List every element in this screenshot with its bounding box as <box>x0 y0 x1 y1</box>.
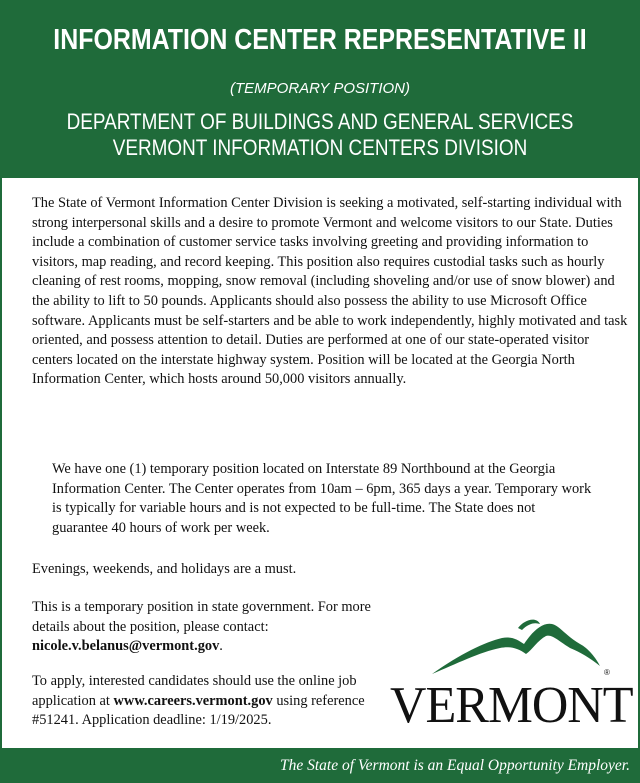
posting-body <box>32 194 628 729</box>
contact-paragraph <box>32 598 392 657</box>
apply-text-before: To apply, interested candidates should use the online job application at <box>32 673 357 709</box>
contact-text: This is a temporary position in state government. For more details about the position, please contact: <box>32 599 371 635</box>
vermont-wordmark: VERMONT <box>390 677 633 734</box>
equal-opportunity-statement: The State of Vermont is an Equal Opportunity Employer. <box>279 757 630 774</box>
job-title: INFORMATION CENTER REPRESENTATIVE II <box>53 24 587 56</box>
intro-paragraph: The State of Vermont Information Center Division is seeking a motivated, self-starting individual with strong interpersonal skills and a desire to promote Vermont and welcome visitors to our State. Duties include a combination of customer service tasks involving greeting and providing information to visitors, map reading, and record keeping. This position also requires custodial tasks such as hourly cleaning of rest rooms, mopping, snow removal (including shoveling and/or use of snow blower) and the ability to lift to 50 pounds. Applicants should also possess the ability to use Microsoft Office software. Applicants must be self-starters and be able to work independently, highly motivated and task oriented, and possess attention to detail. Duties are performed at one of our state-operated visitor centers located on the interstate highway system. Position will be located at the Georgia North Information Center, which hosts around 50,000 visitors annually. <box>32 195 628 388</box>
mountain-logo-icon <box>390 614 622 684</box>
apply-paragraph <box>32 672 392 731</box>
department-name: DEPARTMENT OF BUILDINGS AND GENERAL SERVICES <box>66 109 574 134</box>
header-banner <box>2 2 638 178</box>
position-type: (TEMPORARY POSITION) <box>229 80 410 97</box>
vermont-logo <box>390 614 633 734</box>
contact-email-link[interactable]: nicole.v.belanus@vermont.gov <box>32 638 220 655</box>
careers-url-link[interactable]: www.careers.vermont.gov <box>113 692 273 709</box>
department-block <box>47 109 594 161</box>
division-name: VERMONT INFORMATION CENTERS DIVISION <box>112 135 528 160</box>
registered-mark: ® <box>604 668 610 677</box>
footer-banner <box>2 748 638 783</box>
schedule-note: Evenings, weekends, and holidays are a must. <box>32 561 297 577</box>
apply-text-after: using reference #51241. Application deadline: 1/19/2025. <box>32 692 365 729</box>
contact-period: . <box>219 638 223 655</box>
position-details-paragraph: We have one (1) temporary position located on Interstate 89 Northbound at the Georgia Information Center. The Center operates from 10am – 6pm, 365 days a year. Temporary work is typically for variable hours and is not expected to be full-time. The State does not guarantee 40 hours of work per week. <box>52 461 592 536</box>
